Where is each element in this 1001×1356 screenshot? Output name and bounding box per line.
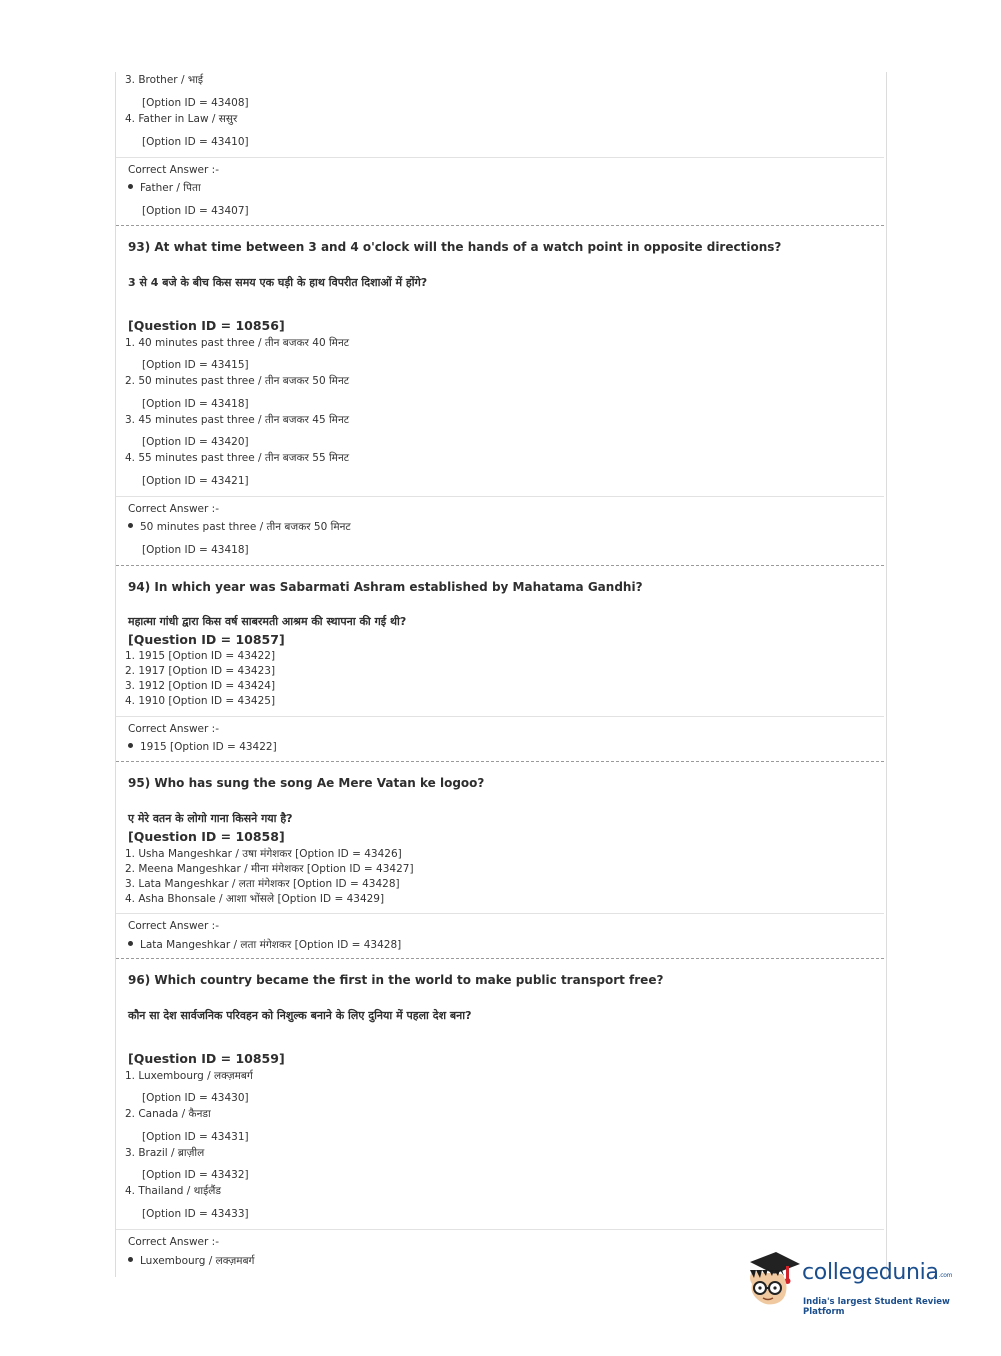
q93-correct-answer-id: [Option ID = 43418] (142, 544, 249, 556)
brand-domain: .com (938, 1272, 953, 1279)
q95-correct-answer (128, 938, 401, 952)
q95-option-2: 2. Meena Mangeshkar / मीना मंगेशकर [Option ID = 43427] (125, 863, 414, 875)
q96-option-3: 3. Brazil / ब्राज़ील (125, 1147, 205, 1159)
q96-option-1-id: [Option ID = 43430] (142, 1092, 249, 1104)
brand-name (802, 1260, 952, 1285)
q93-option-2: 2. 50 minutes past three / तीन बजकर 50 मिनट (125, 375, 350, 387)
question-separator (116, 225, 884, 226)
q96-option-3-id: [Option ID = 43432] (142, 1169, 249, 1181)
correct-answer-id: [Option ID = 43407] (142, 205, 249, 217)
bullet-icon (128, 184, 133, 189)
q93-option-4: 4. 55 minutes past three / तीन बजकर 55 मिनट (125, 452, 350, 464)
question-94-title: 94) In which year was Sabarmati Ashram established by Mahatama Gandhi? (128, 580, 643, 594)
correct-answer-text: Father / पिता (140, 182, 201, 194)
question-93-id: [Question ID = 10856] (128, 318, 285, 333)
q95-option-3: 3. Lata Mangeshkar / लता मंगेशकर [Option ID = 43428] (125, 878, 400, 890)
correct-answer-label: Correct Answer :- (128, 164, 219, 176)
bullet-icon (128, 523, 133, 528)
prev-option-4-id: [Option ID = 43410] (142, 136, 249, 148)
q95-correct-answer-text: Lata Mangeshkar / लता मंगेशकर [Option ID = 43428] (140, 939, 402, 951)
question-96-title: 96) Which country became the first in the world to make public transport free? (128, 973, 664, 987)
q94-option-3: 3. 1912 [Option ID = 43424] (125, 680, 276, 692)
q94-correct-answer-text: 1915 [Option ID = 43422] (140, 741, 277, 753)
divider (116, 496, 884, 497)
question-93-hindi: 3 से 4 बजे के बीच किस समय एक घड़ी के हाथ विपरीत दिशाओं में होंगे? (128, 276, 428, 289)
q93-option-1: 1. 40 minutes past three / तीन बजकर 40 मिनट (125, 337, 350, 349)
q96-correct-answer (128, 1254, 254, 1268)
question-separator (116, 565, 884, 566)
q95-correct-answer-label: Correct Answer :- (128, 920, 219, 932)
divider (116, 913, 884, 914)
q94-option-4: 4. 1910 [Option ID = 43425] (125, 695, 276, 707)
brand-name-text: collegedunia (802, 1260, 939, 1285)
q94-correct-answer-label: Correct Answer :- (128, 723, 219, 735)
question-96-hindi: कौन सा देश सार्वजनिक परिवहन को निशुल्क बनाने के लिए दुनिया में पहला देश बना? (128, 1009, 472, 1022)
q96-correct-answer-text: Luxembourg / लक्ज़मबर्ग (140, 1255, 255, 1267)
q93-correct-answer-label: Correct Answer :- (128, 503, 219, 515)
q96-option-2-id: [Option ID = 43431] (142, 1131, 249, 1143)
collegedunia-logo (742, 1248, 972, 1318)
brand-tagline: India's largest Student Review Platform (803, 1297, 950, 1317)
q96-option-4: 4. Thailand / थाईलैंड (125, 1185, 221, 1197)
prev-option-4: 4. Father in Law / ससुर (125, 113, 238, 125)
question-95-hindi: ए मेरे वतन के लोगो गाना किसने गया है? (128, 812, 293, 825)
q95-option-4: 4. Asha Bhonsale / आशा भोंसले [Option ID = 43429] (125, 893, 385, 905)
q93-correct-answer (128, 520, 351, 534)
q96-option-4-id: [Option ID = 43433] (142, 1208, 249, 1220)
bullet-icon (128, 941, 133, 946)
prev-option-3-id: [Option ID = 43408] (142, 97, 249, 109)
divider (116, 1229, 884, 1230)
question-95-id: [Question ID = 10858] (128, 829, 285, 844)
q96-option-1: 1. Luxembourg / लक्ज़मबर्ग (125, 1070, 253, 1082)
q93-option-1-id: [Option ID = 43415] (142, 359, 249, 371)
q93-option-2-id: [Option ID = 43418] (142, 398, 249, 410)
prev-option-3: 3. Brother / भाई (125, 74, 204, 86)
mascot-icon (742, 1248, 804, 1312)
correct-answer (128, 181, 201, 195)
q93-option-3-id: [Option ID = 43420] (142, 436, 249, 448)
q94-option-2: 2. 1917 [Option ID = 43423] (125, 665, 276, 677)
divider (116, 716, 884, 717)
question-93-title: 93) At what time between 3 and 4 o'clock will the hands of a watch point in opposite directions? (128, 240, 782, 254)
question-95-title: 95) Who has sung the song Ae Mere Vatan ke logoo? (128, 776, 485, 790)
q93-option-4-id: [Option ID = 43421] (142, 475, 249, 487)
q96-correct-answer-label: Correct Answer :- (128, 1236, 219, 1248)
q94-option-1: 1. 1915 [Option ID = 43422] (125, 650, 276, 662)
q93-correct-answer-text: 50 minutes past three / तीन बजकर 50 मिनट (140, 521, 351, 533)
q96-option-2: 2. Canada / कैनडा (125, 1108, 211, 1120)
q93-option-3: 3. 45 minutes past three / तीन बजकर 45 मिनट (125, 414, 350, 426)
question-94-hindi: महात्मा गांधी द्वारा किस वर्ष साबरमती आश्रम की स्थापना की गई थी? (128, 615, 407, 628)
divider (116, 157, 884, 158)
question-94-id: [Question ID = 10857] (128, 632, 285, 647)
bullet-icon (128, 1257, 133, 1262)
q95-option-1: 1. Usha Mangeshkar / उषा मंगेशकर [Option ID = 43426] (125, 848, 402, 860)
question-96-id: [Question ID = 10859] (128, 1051, 285, 1066)
q94-correct-answer (128, 741, 277, 753)
question-separator (116, 958, 884, 959)
question-separator (116, 761, 884, 762)
bullet-icon (128, 743, 133, 748)
